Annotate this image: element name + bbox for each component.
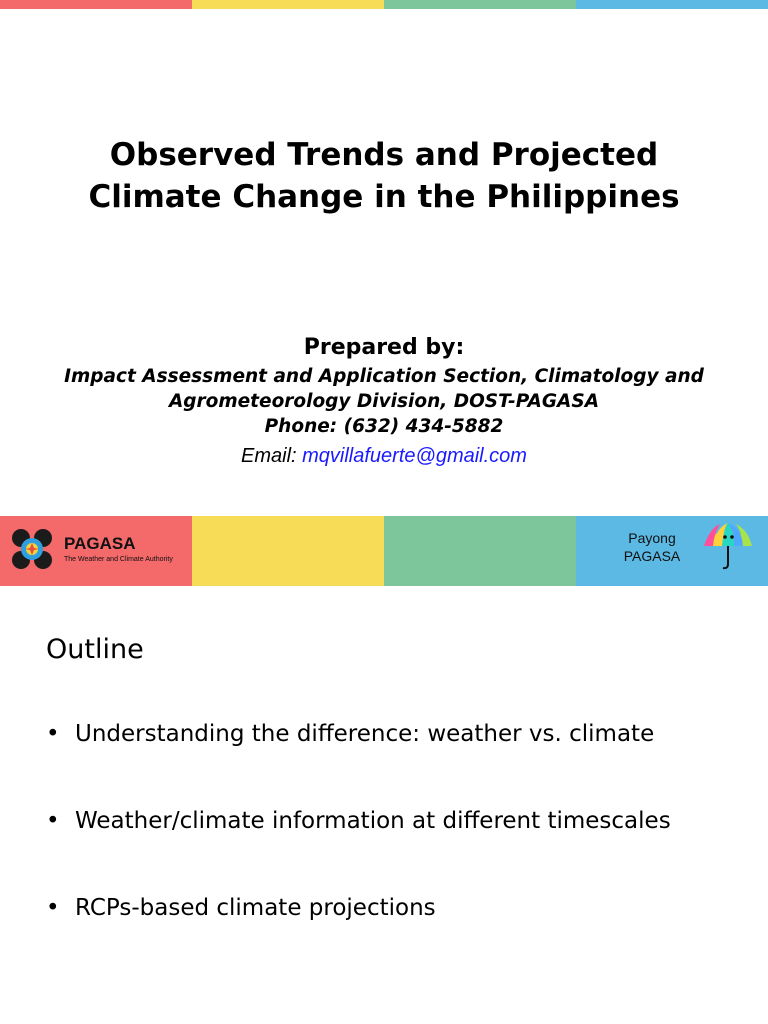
- title-line-2: Climate Change in the Philippines: [88, 179, 680, 215]
- outline-item-1: [46, 718, 654, 750]
- bullet-dot: •: [46, 808, 60, 834]
- bullet-dot: •: [46, 895, 60, 921]
- stripe-blue: [576, 0, 768, 9]
- outline-item-text: Understanding the difference: weather vs. climate: [75, 721, 655, 747]
- prepared-line-2: Agrometeorology Division, DOST-PAGASA: [168, 391, 600, 412]
- payong-pagasa-label: [606, 529, 698, 565]
- pagasa-brand-name: PAGASA: [64, 534, 136, 553]
- phone-number: Phone: (632) 434-5882: [264, 416, 504, 437]
- bullet-dot: •: [46, 721, 60, 747]
- umbrella-icon: [700, 520, 756, 572]
- band-yellow: [192, 516, 384, 586]
- prepared-line-1: Impact Assessment and Application Section, Climatology and: [64, 366, 704, 387]
- pagasa-logo-icon: [10, 527, 54, 571]
- prepared-by-details: [0, 364, 768, 439]
- stripe-yellow: [192, 0, 384, 9]
- stripe-red: [0, 0, 192, 9]
- email-link[interactable]: mqvillafuerte@gmail.com: [302, 445, 527, 467]
- payong-line-1: Payong: [628, 530, 676, 546]
- outline-item-3: [46, 892, 436, 924]
- outline-item-2: [46, 805, 671, 837]
- email-line: [0, 443, 768, 469]
- email-label: Email:: [241, 445, 303, 467]
- payong-line-2: PAGASA: [623, 548, 681, 564]
- top-color-stripes: [0, 0, 768, 9]
- outline-item-text: Weather/climate information at different timescales: [75, 808, 671, 834]
- outline-heading: Outline: [46, 634, 144, 665]
- stripe-green: [384, 0, 576, 9]
- title-line-1: Observed Trends and Projected: [109, 137, 659, 173]
- slide-title: [0, 134, 768, 218]
- outline-item-text: RCPs-based climate projections: [75, 895, 436, 921]
- prepared-by-heading: Prepared by:: [303, 335, 465, 360]
- band-green: [384, 516, 576, 586]
- pagasa-tagline: The Weather and Climate Authority: [64, 556, 173, 563]
